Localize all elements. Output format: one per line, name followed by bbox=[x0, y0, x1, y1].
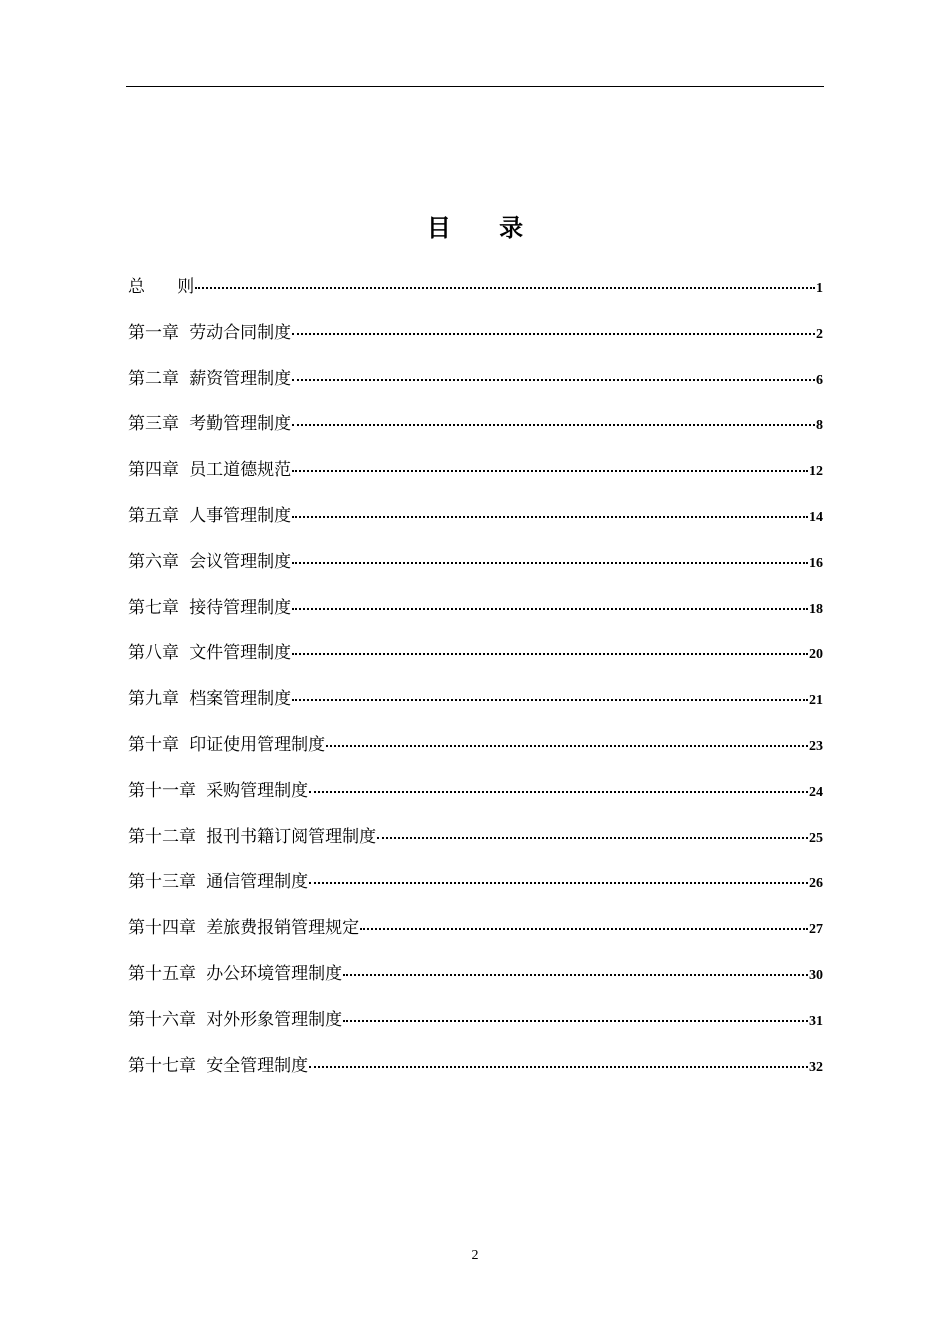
toc-leader-dots bbox=[309, 1066, 808, 1068]
toc-entry[interactable] bbox=[128, 318, 823, 364]
toc-entry-chapter: 第六章 bbox=[128, 551, 179, 572]
toc-entry[interactable] bbox=[128, 272, 823, 318]
toc-entry[interactable] bbox=[128, 547, 823, 593]
toc-entry-chapter: 第十三章 bbox=[128, 872, 196, 893]
toc-entry-page: 30 bbox=[809, 967, 823, 983]
toc-entry-title: 薪资管理制度 bbox=[189, 368, 292, 389]
toc-entry[interactable] bbox=[128, 822, 823, 868]
toc-entry-page: 6 bbox=[816, 372, 823, 388]
page-number: 2 bbox=[471, 1248, 479, 1263]
toc-entry-page: 2 bbox=[816, 326, 823, 342]
toc-entry-title: 办公环境管理制度 bbox=[206, 963, 343, 984]
toc-leader-dots bbox=[292, 424, 815, 426]
toc-entry-page: 24 bbox=[809, 784, 823, 800]
toc-entry-title: 对外形象管理制度 bbox=[206, 1009, 343, 1030]
toc-leader-dots bbox=[292, 699, 808, 701]
toc-entry-chapter: 第二章 bbox=[128, 368, 179, 389]
toc-entry[interactable] bbox=[128, 959, 823, 1005]
toc-entry-title: 安全管理制度 bbox=[206, 1055, 309, 1076]
toc-entry-chapter: 第十六章 bbox=[128, 1009, 196, 1030]
toc-entry-chapter: 第八章 bbox=[128, 643, 179, 664]
toc-leader-dots bbox=[292, 379, 815, 381]
toc-entry-chapter: 总 bbox=[128, 277, 145, 297]
toc-entry[interactable] bbox=[128, 501, 823, 547]
toc-leader-dots bbox=[195, 287, 815, 289]
toc-entry-page: 26 bbox=[809, 876, 823, 892]
toc-entry-chapter: 第十二章 bbox=[128, 826, 196, 847]
toc-entry[interactable] bbox=[128, 1005, 823, 1051]
toc-entry[interactable] bbox=[128, 409, 823, 455]
toc-entry[interactable] bbox=[128, 364, 823, 410]
toc-entry-chapter: 第三章 bbox=[128, 414, 179, 435]
toc-entry-page: 32 bbox=[809, 1059, 823, 1075]
toc-leader-dots bbox=[343, 1020, 808, 1022]
toc-entry-page: 16 bbox=[809, 555, 823, 571]
toc-entry-title: 劳动合同制度 bbox=[189, 322, 292, 343]
toc-leader-dots bbox=[292, 562, 808, 564]
toc-leader-dots bbox=[292, 653, 808, 655]
table-of-contents bbox=[128, 272, 823, 1096]
toc-entry-title: 会议管理制度 bbox=[189, 551, 292, 572]
toc-entry[interactable] bbox=[128, 730, 823, 776]
toc-leader-dots bbox=[292, 470, 808, 472]
header-rule bbox=[126, 86, 824, 87]
toc-entry-page: 8 bbox=[816, 418, 823, 434]
toc-entry-page: 18 bbox=[809, 601, 823, 617]
toc-leader-dots bbox=[377, 837, 808, 839]
toc-leader-dots bbox=[309, 791, 808, 793]
toc-entry-page: 20 bbox=[809, 647, 823, 663]
toc-leader-dots bbox=[360, 928, 808, 930]
toc-entry[interactable] bbox=[128, 638, 823, 684]
toc-entry-title: 差旅费报销管理规定 bbox=[206, 918, 360, 939]
toc-leader-dots bbox=[309, 882, 808, 884]
toc-entry-title: 通信管理制度 bbox=[206, 872, 309, 893]
toc-entry-title: 人事管理制度 bbox=[189, 505, 292, 526]
toc-entry-chapter: 第十章 bbox=[128, 734, 179, 755]
toc-leader-dots bbox=[292, 333, 815, 335]
toc-entry[interactable] bbox=[128, 867, 823, 913]
toc-entry-title: 则 bbox=[177, 277, 195, 297]
toc-entry-title: 考勤管理制度 bbox=[189, 414, 292, 435]
toc-title: 目 录 bbox=[426, 213, 544, 242]
toc-entry-page: 25 bbox=[809, 830, 823, 846]
toc-entry-title: 员工道德规范 bbox=[189, 460, 292, 481]
toc-entry-page: 14 bbox=[809, 509, 823, 525]
toc-entry[interactable] bbox=[128, 1051, 823, 1097]
toc-leader-dots bbox=[326, 745, 808, 747]
toc-entry-title: 接待管理制度 bbox=[189, 597, 292, 618]
toc-entry-chapter: 第一章 bbox=[128, 322, 179, 343]
toc-entry-chapter: 第十七章 bbox=[128, 1055, 196, 1076]
toc-entry[interactable] bbox=[128, 455, 823, 501]
toc-entry-chapter: 第十四章 bbox=[128, 918, 196, 939]
toc-entry-chapter: 第五章 bbox=[128, 505, 179, 526]
toc-entry-title: 档案管理制度 bbox=[189, 689, 292, 710]
toc-entry-title: 采购管理制度 bbox=[206, 780, 309, 801]
toc-entry-chapter: 第十五章 bbox=[128, 963, 196, 984]
toc-entry[interactable] bbox=[128, 684, 823, 730]
toc-entry[interactable] bbox=[128, 913, 823, 959]
toc-entry-page: 27 bbox=[809, 922, 823, 938]
toc-entry-page: 23 bbox=[809, 738, 823, 754]
toc-entry-chapter: 第七章 bbox=[128, 597, 179, 618]
toc-entry-title: 印证使用管理制度 bbox=[189, 734, 326, 755]
toc-entry-title: 文件管理制度 bbox=[189, 643, 292, 664]
toc-leader-dots bbox=[343, 974, 808, 976]
toc-entry[interactable] bbox=[128, 593, 823, 639]
toc-entry-chapter: 第十一章 bbox=[128, 780, 196, 801]
toc-entry-page: 12 bbox=[809, 464, 823, 480]
toc-leader-dots bbox=[292, 608, 808, 610]
toc-entry-page: 1 bbox=[816, 281, 823, 296]
toc-entry[interactable] bbox=[128, 776, 823, 822]
toc-leader-dots bbox=[292, 516, 808, 518]
toc-entry-title: 报刊书籍订阅管理制度 bbox=[206, 826, 377, 847]
toc-entry-chapter: 第九章 bbox=[128, 689, 179, 710]
toc-entry-chapter: 第四章 bbox=[128, 460, 179, 481]
toc-entry-page: 21 bbox=[809, 693, 823, 709]
toc-entry-page: 31 bbox=[809, 1013, 823, 1029]
